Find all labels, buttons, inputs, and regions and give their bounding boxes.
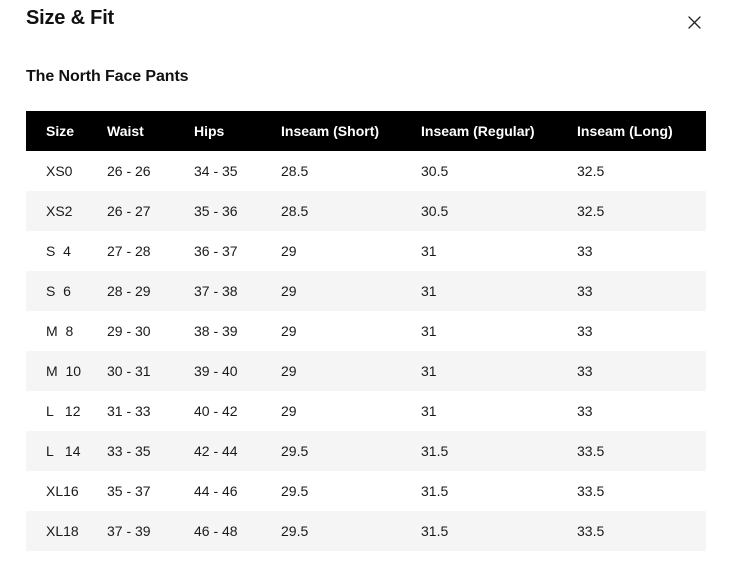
table-row: [26, 311, 706, 351]
cell-inseam-regular: 31: [421, 363, 437, 379]
table-row: [26, 231, 706, 271]
cell-inseam-regular: 31: [421, 283, 437, 299]
cell-inseam-regular: 31: [421, 323, 437, 339]
cell-waist: 30 - 31: [107, 363, 151, 379]
cell-waist: 35 - 37: [107, 483, 151, 499]
cell-inseam-regular: 30.5: [421, 203, 449, 219]
cell-waist: 26 - 26: [107, 163, 151, 179]
cell-inseam-short: 29: [281, 323, 297, 339]
product-title: The North Face Pants: [26, 68, 189, 85]
cell-inseam-short: 29.5: [281, 523, 309, 539]
cell-hips: 42 - 44: [194, 443, 238, 459]
cell-hips: 38 - 39: [194, 323, 238, 339]
header-size: Size: [46, 123, 75, 139]
cell-inseam-regular: 31.5: [421, 443, 449, 459]
cell-inseam-long: 33.5: [577, 523, 605, 539]
table-row: [26, 191, 706, 231]
cell-inseam-short: 29: [281, 363, 297, 379]
cell-inseam-long: 33: [577, 403, 593, 419]
size-chart-table: [26, 111, 706, 551]
cell-inseam-short: 29.5: [281, 443, 309, 459]
table-row: [26, 431, 706, 471]
cell-inseam-regular: 31: [421, 403, 437, 419]
cell-waist: 37 - 39: [107, 523, 151, 539]
cell-hips: 35 - 36: [194, 203, 238, 219]
cell-hips: 44 - 46: [194, 483, 238, 499]
cell-hips: 46 - 48: [194, 523, 238, 539]
cell-size: S 4: [46, 243, 71, 259]
table-row: [26, 271, 706, 311]
cell-inseam-long: 32.5: [577, 203, 605, 219]
cell-size: S 6: [46, 283, 71, 299]
header-inseam-short: Inseam (Short): [281, 123, 380, 139]
cell-inseam-short: 29: [281, 283, 297, 299]
cell-inseam-short: 29: [281, 403, 297, 419]
header-waist: Waist: [107, 123, 144, 139]
cell-inseam-short: 28.5: [281, 163, 309, 179]
cell-inseam-regular: 30.5: [421, 163, 449, 179]
cell-inseam-long: 33: [577, 283, 593, 299]
cell-inseam-regular: 31.5: [421, 483, 449, 499]
cell-size: XL18: [46, 523, 79, 539]
cell-size: XS0: [46, 163, 73, 179]
cell-inseam-short: 29.5: [281, 483, 309, 499]
cell-inseam-long: 33: [577, 243, 593, 259]
table-row: [26, 471, 706, 511]
cell-inseam-long: 33.5: [577, 443, 605, 459]
header-hips: Hips: [194, 123, 225, 139]
cell-size: XL16: [46, 483, 79, 499]
cell-hips: 40 - 42: [194, 403, 238, 419]
cell-waist: 31 - 33: [107, 403, 151, 419]
cell-hips: 37 - 38: [194, 283, 238, 299]
cell-inseam-regular: 31: [421, 243, 437, 259]
table-row: [26, 351, 706, 391]
cell-waist: 28 - 29: [107, 283, 151, 299]
header-inseam-regular: Inseam (Regular): [421, 123, 535, 139]
cell-hips: 34 - 35: [194, 163, 238, 179]
cell-waist: 33 - 35: [107, 443, 151, 459]
cell-hips: 39 - 40: [194, 363, 238, 379]
table-row: [26, 511, 706, 551]
cell-waist: 26 - 27: [107, 203, 151, 219]
cell-size: L 14: [46, 443, 81, 459]
cell-waist: 27 - 28: [107, 243, 151, 259]
cell-inseam-regular: 31.5: [421, 523, 449, 539]
cell-size: L 12: [46, 403, 81, 419]
cell-size: M 10: [46, 363, 82, 379]
close-icon: [688, 16, 701, 29]
table-row: [26, 391, 706, 431]
header-inseam-long: Inseam (Long): [577, 123, 673, 139]
cell-inseam-long: 32.5: [577, 163, 605, 179]
table-header-row: [26, 111, 706, 151]
cell-inseam-long: 33: [577, 323, 593, 339]
cell-inseam-long: 33: [577, 363, 593, 379]
table-row: [26, 151, 706, 191]
cell-size: XS2: [46, 203, 73, 219]
cell-inseam-short: 28.5: [281, 203, 309, 219]
cell-waist: 29 - 30: [107, 323, 151, 339]
cell-size: M 8: [46, 323, 74, 339]
cell-hips: 36 - 37: [194, 243, 238, 259]
cell-inseam-short: 29: [281, 243, 297, 259]
modal-title: Size & Fit: [26, 7, 115, 29]
cell-inseam-long: 33.5: [577, 483, 605, 499]
close-button[interactable]: [682, 10, 706, 34]
